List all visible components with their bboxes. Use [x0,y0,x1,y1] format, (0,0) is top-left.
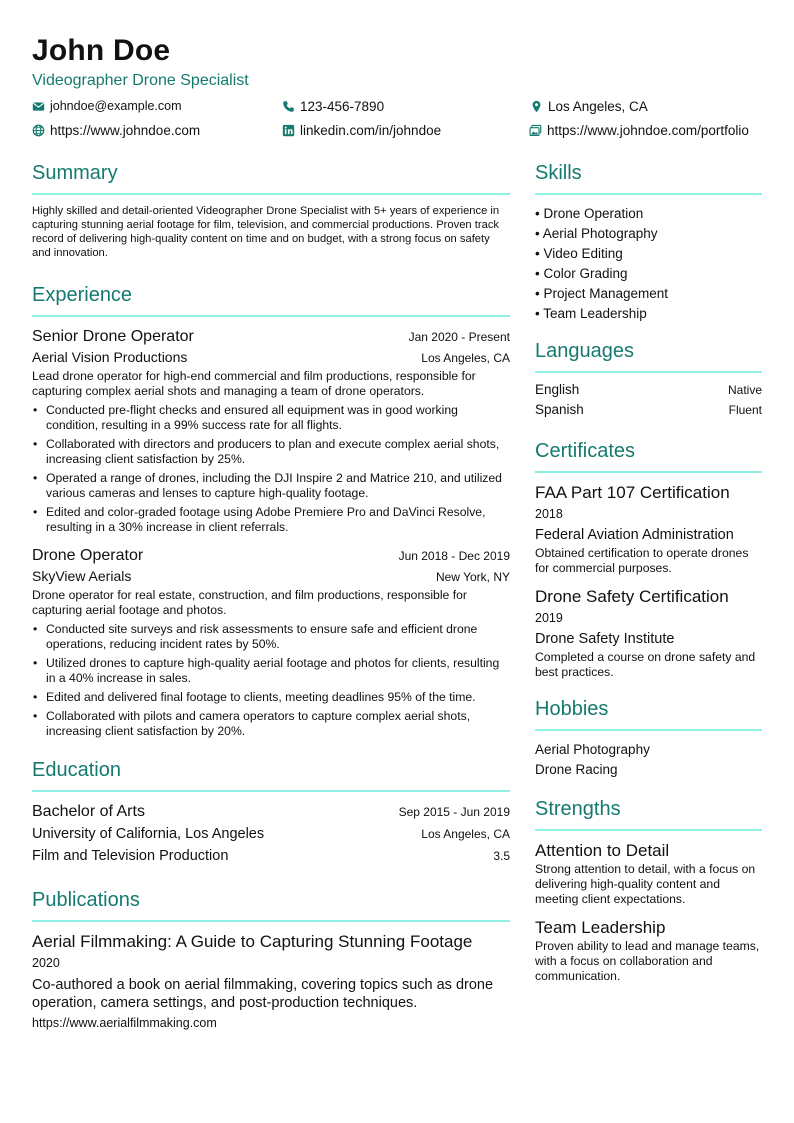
job-bullet: • Operated a range of drones, including the DJI Inspire 2 and Matrice 210, and utilized various cameras and lenses to capture high-quality footage. [32,471,510,501]
certificates-heading: Certificates [535,438,762,473]
job-bullet: • Conducted pre-flight checks and ensured all equipment was in good working condition, resulting in a 99% success rate for all flights. [32,403,510,433]
job-bullet: • Conducted site surveys and risk assessments to ensure safe and efficient drone operations, reducing incident rates by 50%. [32,622,510,652]
certificate-description: Completed a course on drone safety and best practices. [535,650,756,679]
phone-text: 123-456-7890 [300,98,385,114]
location-text: Los Angeles, CA [548,98,648,114]
language-name: Spanish [535,402,584,417]
skill-item: • Team Leadership [535,306,647,321]
job-role: Drone Operator [32,547,144,564]
portfolio-icon [529,124,542,137]
strength-entry [535,840,762,907]
skill-item: • Project Management [535,286,669,301]
experience-heading: Experience [32,282,510,317]
certificate-issuer: Federal Aviation Administration [535,527,734,543]
website-text: https://www.johndoe.com [50,122,201,138]
hobby-item: Aerial Photography [535,742,650,757]
contact-website[interactable] [32,121,200,139]
language-name: English [535,382,580,397]
job-bullets [32,622,510,739]
summary-text: Highly skilled and detail-oriented Videographer Drone Specialist with 5+ years of experience in capturing stunning aerial footage for film, television, and commercial productions. Proven track record of delivering high-quality content on time and on budget, with a strong focus on safety and innovation. [32,205,500,259]
education-field: Film and Television Production [32,848,229,864]
hobby-item: Drone Racing [535,762,618,777]
left-column [32,160,510,1032]
publication-description: Co-authored a book on aerial filmmaking, covering topics such as drone operation, camera settings, and post-production techniques. [32,977,494,1011]
certificate-year: 2018 [535,507,563,521]
job-entry [32,545,510,739]
certificate-name: Drone Safety Certification [535,587,729,606]
contact-portfolio[interactable] [529,121,749,139]
globe-icon [32,124,45,137]
summary-heading: Summary [32,160,510,195]
candidate-name: John Doe [32,34,171,67]
education-entry [32,801,510,867]
contact-phone[interactable] [282,97,384,115]
job-location: Los Angeles, CA [421,351,510,365]
education-school: University of California, Los Angeles [32,826,265,842]
language-item [535,382,762,402]
location-pin-icon [530,100,543,113]
job-dates: Jun 2018 - Dec 2019 [398,549,510,563]
strength-name: Team Leadership [535,918,666,937]
linkedin-icon [282,124,295,137]
publication-entry [32,931,510,1032]
skill-item: • Drone Operation [535,206,644,221]
skills-heading: Skills [535,160,762,195]
skill-item: • Aerial Photography [535,226,658,241]
contact-linkedin[interactable] [282,121,441,139]
right-column [535,160,762,994]
strength-description: Strong attention to detail, with a focus on delivering high-quality content and meeting client expectations. [535,862,756,906]
job-bullet: • Collaborated with pilots and camera operators to capture complex aerial shots, increasing client satisfaction by 20%. [32,709,510,739]
certificate-issuer: Drone Safety Institute [535,631,675,647]
job-bullet: • Edited and color-graded footage using Adobe Premiere Pro and DaVinci Resolve, resulting in a 30% increase in client referrals. [32,505,510,535]
resume-header [32,34,772,92]
language-item [535,402,762,422]
publications-heading: Publications [32,887,510,922]
publication-title: Aerial Filmmaking: A Guide to Capturing Stunning Footage [32,932,473,951]
language-level: Native [727,383,762,397]
education-dates: Sep 2015 - Jun 2019 [398,805,510,819]
phone-icon [282,100,295,113]
education-heading: Education [32,757,510,792]
contact-email[interactable] [32,97,182,115]
job-company: SkyView Aerials [32,568,132,584]
job-bullet: • Utilized drones to capture high-quality aerial footage and photos for clients, resulting in a 40% increase in sales. [32,656,510,686]
education-degree: Bachelor of Arts [32,803,145,820]
languages-heading: Languages [535,338,762,373]
job-company: Aerial Vision Productions [32,349,188,365]
skill-item: • Video Editing [535,246,623,261]
strength-description: Proven ability to lead and manage teams, with a focus on collaboration and communication. [535,939,760,983]
certificate-name: FAA Part 107 Certification [535,483,730,502]
publication-year: 2020 [32,956,60,970]
envelope-icon [32,100,45,113]
languages-list [535,382,762,422]
job-bullets [32,403,510,535]
education-gpa: 3.5 [493,849,510,863]
strength-name: Attention to Detail [535,841,670,860]
job-bullet: • Collaborated with directors and producers to plan and execute complex aerial shots, increasing client satisfaction by 25%. [32,437,510,467]
job-description: Drone operator for real estate, construction, and film productions, responsible for capturing aerial footage and photos. [32,588,467,617]
contact-location [530,97,648,115]
hobbies-list [535,740,762,780]
job-role: Senior Drone Operator [32,328,194,345]
certificate-entry [535,482,762,576]
strength-entry [535,917,762,984]
certificate-entry [535,586,762,680]
skill-item: • Color Grading [535,266,628,281]
job-bullet: • Edited and delivered final footage to clients, meeting deadlines 95% of the time. [32,690,510,705]
job-description: Lead drone operator for high-end commercial and film productions, responsible for capturing complex aerial shots and managing a team of drone operators. [32,369,476,398]
skills-list [535,204,762,324]
language-level: Fluent [728,403,762,417]
linkedin-text: linkedin.com/in/johndoe [300,122,442,138]
email-text: johndoe@example.com [50,99,182,113]
portfolio-text: https://www.johndoe.com/portfolio [547,122,749,138]
job-dates: Jan 2020 - Present [408,330,510,344]
job-location: New York, NY [435,570,510,584]
strengths-heading: Strengths [535,796,762,831]
job-entry [32,326,510,535]
candidate-title: Videographer Drone Specialist [32,72,249,89]
hobbies-heading: Hobbies [535,696,762,731]
publication-link[interactable]: https://www.aerialfilmmaking.com [32,1016,217,1030]
education-location: Los Angeles, CA [421,827,510,841]
contact-info [32,97,772,147]
certificate-year: 2019 [535,611,563,625]
certificate-description: Obtained certification to operate drones for commercial purposes. [535,546,749,575]
